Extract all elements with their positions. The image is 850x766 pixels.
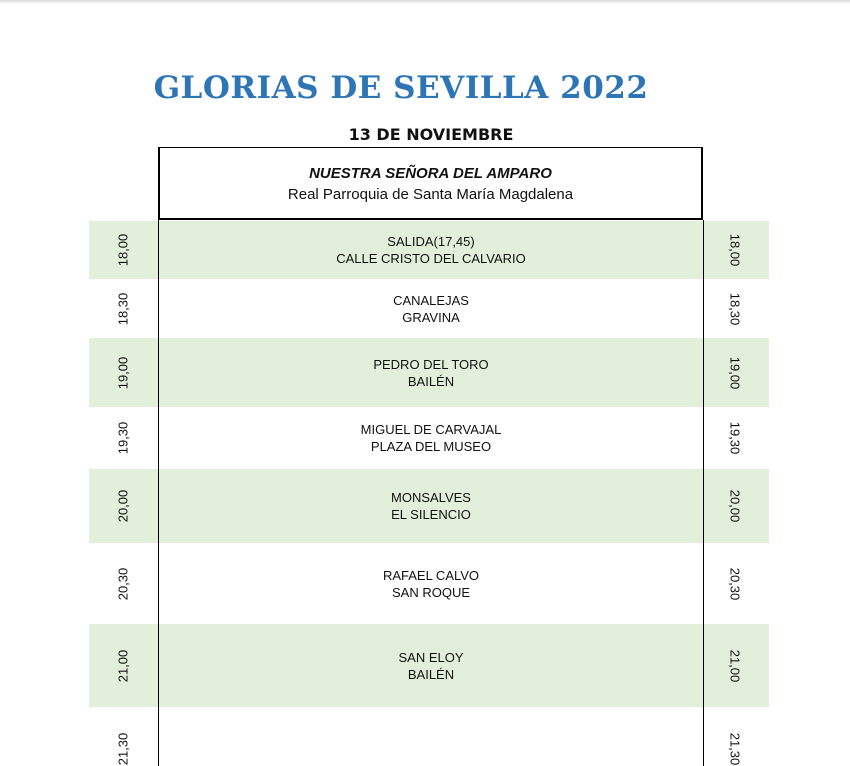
church-name: Real Parroquia de Santa María Magdalena	[287, 186, 574, 203]
time-left: 21,30	[115, 732, 131, 766]
top-border	[0, 0, 850, 4]
route-block	[89, 233, 773, 267]
column-border-right	[703, 220, 704, 766]
route-line-1: CANALEJAS	[393, 292, 469, 308]
brotherhood-header-box	[158, 147, 703, 220]
route-line-2: SAN ROQUE	[391, 584, 470, 600]
route-block	[89, 567, 773, 601]
route-block	[89, 489, 773, 523]
time-right: 18,00	[727, 233, 743, 267]
date-heading: 13 DE NOVIEMBRE	[348, 125, 514, 144]
time-left: 21,00	[115, 649, 131, 682]
route-block	[89, 356, 773, 390]
time-left: 19,30	[115, 421, 131, 455]
route-line-1: PEDRO DEL TORO	[373, 356, 489, 372]
brotherhood-name: NUESTRA SEÑORA DEL AMPARO	[309, 165, 552, 182]
route-line-1: MIGUEL DE CARVAJAL	[360, 422, 502, 437]
route-line-2: BAILÉN	[407, 666, 455, 682]
time-left: 20,30	[115, 567, 131, 600]
schedule-row	[89, 624, 769, 707]
route-line-1: MONSALVES	[391, 490, 471, 505]
route-block	[89, 649, 773, 683]
route-line-1: SALIDA(17,45)	[387, 234, 475, 249]
schedule-row	[89, 221, 769, 279]
time-left: 18,00	[115, 233, 131, 267]
time-right: 19,30	[727, 421, 743, 455]
schedule-row	[89, 279, 769, 338]
time-left: 20,00	[115, 489, 131, 523]
time-right: 19,00	[727, 356, 743, 389]
route-line-2: CALLE CRISTO DEL CALVARIO	[336, 251, 526, 266]
route-line-2: EL SILENCIO	[391, 507, 471, 522]
route-line-2: GRAVINA	[402, 309, 460, 325]
route-block	[89, 421, 773, 455]
column-border-left	[158, 220, 159, 766]
schedule-row	[89, 469, 769, 543]
schedule-row	[89, 543, 769, 624]
route-line-2: BAILÉN	[407, 373, 455, 389]
schedule-row	[89, 707, 769, 766]
time-right: 18,30	[727, 292, 743, 325]
time-right: 21,30	[727, 732, 743, 766]
schedule-row	[89, 407, 769, 469]
route-line-1: RAFAEL CALVO	[382, 567, 480, 583]
route-block	[89, 292, 773, 326]
time-right: 20,00	[727, 489, 743, 523]
page-title: GLORIAS DE SEVILLA 2022	[153, 70, 649, 106]
schedule-row	[89, 338, 769, 407]
time-right: 20,30	[727, 567, 743, 600]
time-left: 19,00	[115, 356, 131, 389]
route-line-2: PLAZA DEL MUSEO	[370, 439, 492, 454]
time-left: 18,30	[115, 292, 131, 325]
time-right: 21,00	[727, 649, 743, 682]
route-line-1: SAN ELOY	[398, 649, 464, 665]
